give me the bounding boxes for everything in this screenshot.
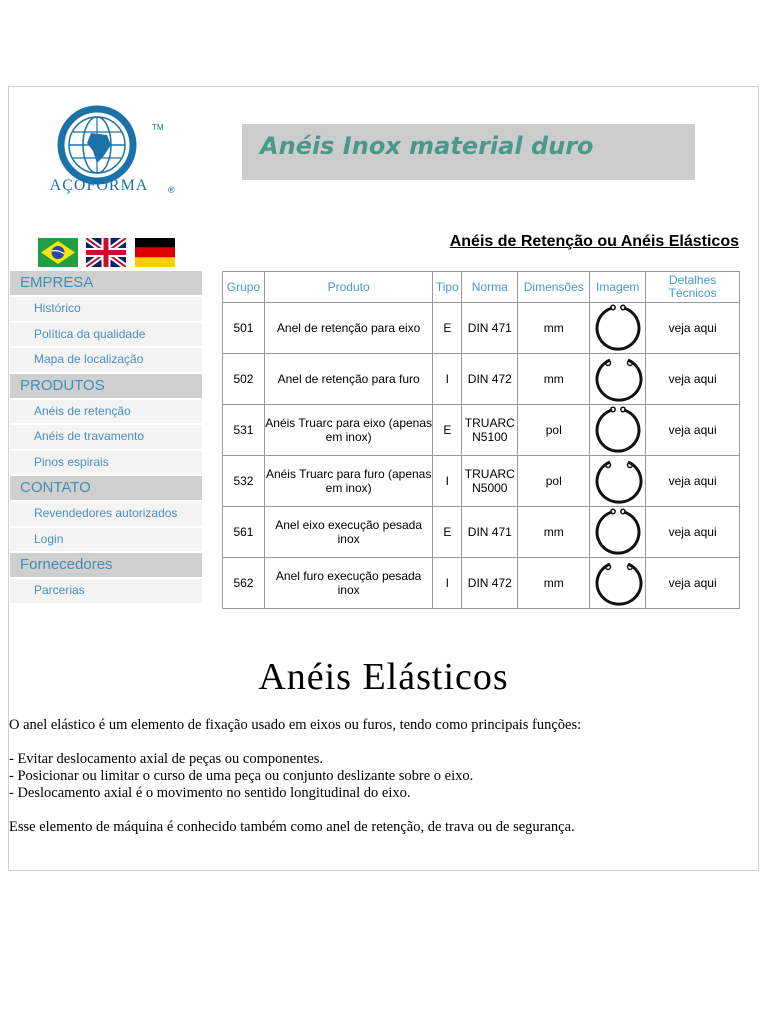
- internal-retaining-ring-icon: [592, 559, 644, 607]
- cell-dimensoes: pol: [518, 456, 590, 507]
- page-title: Anéis Inox material duro: [260, 132, 594, 160]
- brazil-flag-icon[interactable]: [38, 238, 78, 267]
- page-frame: [8, 86, 759, 871]
- table-row: [223, 354, 740, 405]
- menu-item-parcerias[interactable]: Parcerias: [10, 579, 202, 603]
- table-row: [223, 507, 740, 558]
- cell-produto: Anel eixo execução pesada inox: [264, 507, 432, 558]
- external-retaining-ring-icon: [592, 508, 644, 556]
- external-retaining-ring-icon: [592, 406, 644, 454]
- veja-aqui-link[interactable]: veja aqui: [646, 456, 740, 507]
- cell-tipo: I: [433, 456, 462, 507]
- cell-norma: DIN 472: [462, 354, 518, 405]
- table-heading: Anéis de Retenção ou Anéis Elásticos: [449, 233, 739, 250]
- menu-item-revendedores[interactable]: Revendedores autorizados: [10, 502, 202, 526]
- cell-grupo: 561: [223, 507, 265, 558]
- col-header-tipo: Tipo: [433, 272, 462, 303]
- cell-produto: Anel furo execução pesada inox: [264, 558, 432, 609]
- cell-tipo: E: [433, 303, 462, 354]
- description-text: [9, 717, 749, 836]
- cell-norma: DIN 471: [462, 507, 518, 558]
- intro-paragraph: O anel elástico é um elemento de fixação usado em eixos ou furos, tendo como principais funções:: [9, 717, 582, 733]
- globe-icon: [29, 105, 169, 185]
- cell-dimensoes: pol: [518, 405, 590, 456]
- table-row: [223, 558, 740, 609]
- germany-flag-icon[interactable]: [135, 238, 175, 267]
- veja-aqui-link[interactable]: veja aqui: [646, 354, 740, 405]
- cell-dimensoes: mm: [518, 558, 590, 609]
- registered-mark: ®: [168, 185, 175, 195]
- bullet-line: - Posicionar ou limitar o curso de uma peça ou conjunto deslizante sobre o eixo.: [9, 768, 474, 784]
- col-header-grupo: Grupo: [223, 272, 265, 303]
- veja-aqui-link[interactable]: veja aqui: [646, 303, 740, 354]
- col-header-detalhes: Detalhes Técnicos: [646, 272, 740, 303]
- cell-grupo: 532: [223, 456, 265, 507]
- cell-tipo: I: [433, 558, 462, 609]
- veja-aqui-link[interactable]: veja aqui: [646, 405, 740, 456]
- cell-imagem: [590, 303, 646, 354]
- cell-produto: Anéis Truarc para furo (apenas em inox): [264, 456, 432, 507]
- cell-tipo: E: [433, 405, 462, 456]
- menu-section-fornecedores[interactable]: Fornecedores: [10, 553, 202, 577]
- cell-dimensoes: mm: [518, 507, 590, 558]
- menu-item-login[interactable]: Login: [10, 528, 202, 552]
- veja-aqui-link[interactable]: veja aqui: [646, 558, 740, 609]
- col-header-dimensoes: Dimensões: [518, 272, 590, 303]
- cell-grupo: 501: [223, 303, 265, 354]
- table-row: [223, 405, 740, 456]
- cell-tipo: E: [433, 507, 462, 558]
- cell-grupo: 562: [223, 558, 265, 609]
- cell-norma: DIN 472: [462, 558, 518, 609]
- cell-imagem: [590, 558, 646, 609]
- cell-dimensoes: mm: [518, 354, 590, 405]
- cell-produto: Anéis Truarc para eixo (apenas em inox): [264, 405, 432, 456]
- bullet-line: - Evitar deslocamento axial de peças ou componentes.: [9, 751, 324, 767]
- cell-imagem: [590, 507, 646, 558]
- menu-section-empresa[interactable]: EMPRESA: [10, 271, 202, 295]
- cell-tipo: I: [433, 354, 462, 405]
- menu-item-pinos-espirais[interactable]: Pinos espirais: [10, 451, 202, 475]
- menu-section-contato[interactable]: CONTATO: [10, 476, 202, 500]
- cell-grupo: 502: [223, 354, 265, 405]
- menu-item-aneis-retencao[interactable]: Anéis de retenção: [10, 400, 202, 424]
- table-row: [223, 456, 740, 507]
- col-header-imagem: Imagem: [590, 272, 646, 303]
- menu-item-politica-qualidade[interactable]: Política da qualidade: [10, 323, 202, 347]
- internal-retaining-ring-icon: [592, 355, 644, 403]
- trademark-mark: TM: [152, 123, 164, 132]
- section-title: Anéis Elásticos: [258, 656, 509, 698]
- table-row: [223, 303, 740, 354]
- cell-dimensoes: mm: [518, 303, 590, 354]
- cell-norma: DIN 471: [462, 303, 518, 354]
- cell-imagem: [590, 405, 646, 456]
- bullet-line: - Deslocamento axial é o movimento no sentido longitudinal do eixo.: [9, 785, 411, 801]
- page-title-banner: [242, 124, 695, 180]
- menu-item-historico[interactable]: Histórico: [10, 297, 202, 321]
- cell-produto: Anel de retenção para eixo: [264, 303, 432, 354]
- cell-norma: TRUARC N5100: [462, 405, 518, 456]
- external-retaining-ring-icon: [592, 304, 644, 352]
- cell-produto: Anel de retenção para furo: [264, 354, 432, 405]
- menu-item-mapa-localizacao[interactable]: Mapa de localização: [10, 348, 202, 372]
- menu-item-aneis-travamento[interactable]: Anéis de travamento: [10, 425, 202, 449]
- internal-retaining-ring-icon: [592, 457, 644, 505]
- menu-section-produtos[interactable]: PRODUTOS: [10, 374, 202, 398]
- cell-norma: TRUARC N5000: [462, 456, 518, 507]
- table-header-row: [223, 272, 740, 303]
- sidebar-menu: [10, 271, 202, 605]
- cell-imagem: [590, 456, 646, 507]
- logo-wordmark: AÇOFORMA: [49, 177, 149, 194]
- uk-flag-icon[interactable]: [86, 238, 126, 267]
- products-table: [222, 271, 740, 609]
- col-header-produto: Produto: [264, 272, 432, 303]
- outro-paragraph: Esse elemento de máquina é conhecido também como anel de retenção, de trava ou de segurança.: [9, 819, 575, 835]
- veja-aqui-link[interactable]: veja aqui: [646, 507, 740, 558]
- cell-grupo: 531: [223, 405, 265, 456]
- cell-imagem: [590, 354, 646, 405]
- col-header-norma: Norma: [462, 272, 518, 303]
- acoforma-logo[interactable]: [29, 105, 175, 199]
